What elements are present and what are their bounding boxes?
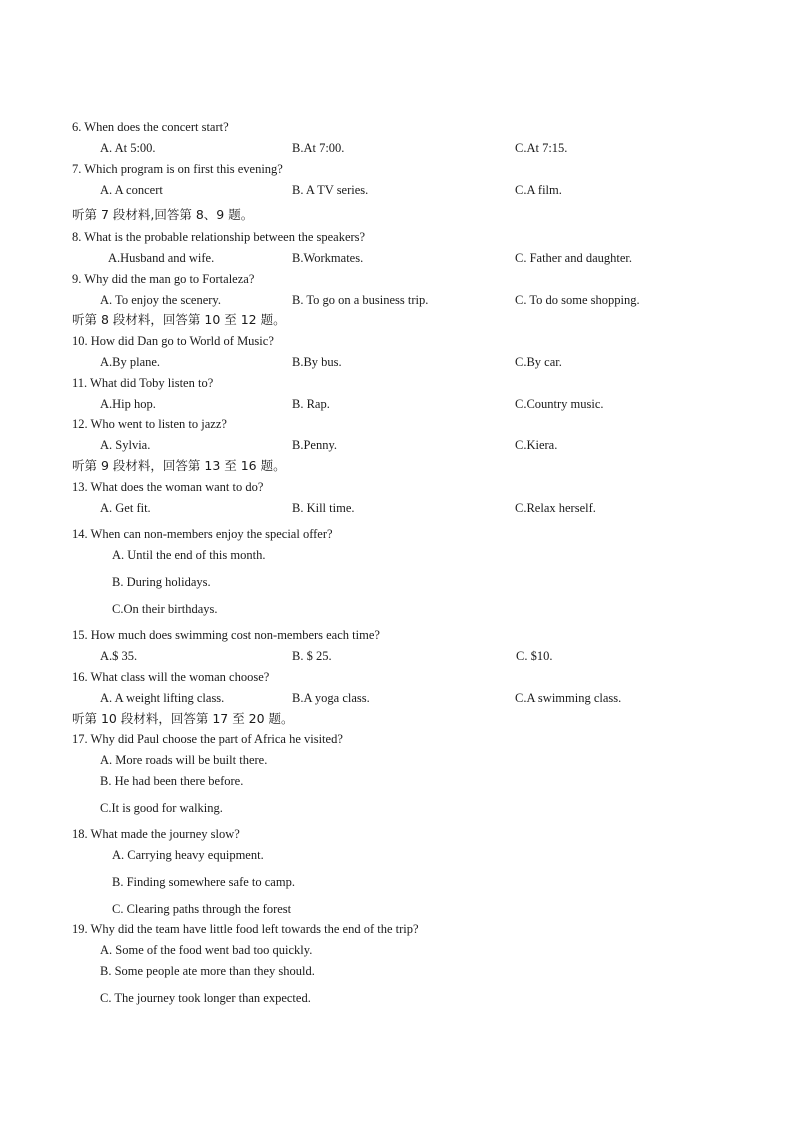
option-c: C.It is good for walking. <box>100 801 223 815</box>
option-a: A.Hip hop. <box>100 397 156 411</box>
section-heading: 听第 9 段材料，回答第 13 至 16 题。 <box>72 458 286 473</box>
option-c: C.Relax herself. <box>515 501 596 515</box>
question-11: 11. What did Toby listen to? <box>72 376 214 390</box>
option-c: C.At 7:15. <box>515 141 568 155</box>
option-a: A. To enjoy the scenery. <box>100 293 221 307</box>
option-c: C. $10. <box>516 649 553 663</box>
option-a: A. A concert <box>100 183 163 197</box>
option-a: A. Sylvia. <box>100 438 151 452</box>
section-heading: 听第 8 段材料，回答第 10 至 12 题。 <box>72 312 286 327</box>
question-7: 7. Which program is on first this evening? <box>72 162 283 176</box>
option-c: C.By car. <box>515 355 562 369</box>
option-b: B.Workmates. <box>292 251 364 265</box>
option-a: A.Husband and wife. <box>108 251 215 265</box>
option-b: B. To go on a business trip. <box>292 293 429 307</box>
question-16: 16. What class will the woman choose? <box>72 670 270 684</box>
option-a: A.$ 35. <box>100 649 138 663</box>
question-6: 6. When does the concert start? <box>72 120 229 134</box>
option-b: B.At 7:00. <box>292 141 345 155</box>
option-a: A. Carrying heavy equipment. <box>112 848 264 862</box>
question-12: 12. Who went to listen to jazz? <box>72 417 227 431</box>
option-b: B. Rap. <box>292 397 330 411</box>
option-c: C.A swimming class. <box>515 691 622 705</box>
option-c: C. Clearing paths through the forest <box>112 902 292 916</box>
option-b: B. A TV series. <box>292 183 369 197</box>
section-heading: 听第 7 段材料,回答第 8、9 题。 <box>72 207 254 222</box>
option-a: A.By plane. <box>100 355 161 369</box>
option-a: A. Until the end of this month. <box>112 548 266 562</box>
option-c: C.A film. <box>515 183 562 197</box>
option-c: C. The journey took longer than expected. <box>100 991 311 1005</box>
option-b: B.A yoga class. <box>292 691 370 705</box>
question-9: 9. Why did the man go to Fortaleza? <box>72 272 255 286</box>
option-c: C. Father and daughter. <box>515 251 632 265</box>
option-a: A. Get fit. <box>100 501 151 515</box>
question-10: 10. How did Dan go to World of Music? <box>72 334 274 348</box>
option-b: B.By bus. <box>292 355 342 369</box>
option-c: C.Country music. <box>515 397 604 411</box>
question-15: 15. How much does swimming cost non-members each time? <box>72 628 380 642</box>
option-a: A. A weight lifting class. <box>100 691 225 705</box>
option-b: B. Finding somewhere safe to camp. <box>112 875 295 889</box>
question-19: 19. Why did the team have little food left towards the end of the trip? <box>72 922 419 936</box>
question-13: 13. What does the woman want to do? <box>72 480 264 494</box>
option-a: A. At 5:00. <box>100 141 156 155</box>
option-a: A. Some of the food went bad too quickly. <box>100 943 313 957</box>
question-14: 14. When can non-members enjoy the special offer? <box>72 527 333 541</box>
option-c: C. To do some shopping. <box>515 293 640 307</box>
option-c: C.On their birthdays. <box>112 602 218 616</box>
option-c: C.Kiera. <box>515 438 558 452</box>
option-a: A. More roads will be built there. <box>100 753 268 767</box>
option-b: B. During holidays. <box>112 575 211 589</box>
option-b: B.Penny. <box>292 438 338 452</box>
option-b: B. Kill time. <box>292 501 355 515</box>
option-b: B. $ 25. <box>292 649 332 663</box>
option-b: B. He had been there before. <box>100 774 244 788</box>
option-b: B. Some people ate more than they should. <box>100 964 315 978</box>
question-17: 17. Why did Paul choose the part of Africa he visited? <box>72 732 343 746</box>
question-8: 8. What is the probable relationship between the speakers? <box>72 230 366 244</box>
section-heading: 听第 10 段材料，回答第 17 至 20 题。 <box>72 711 294 726</box>
question-18: 18. What made the journey slow? <box>72 827 240 841</box>
